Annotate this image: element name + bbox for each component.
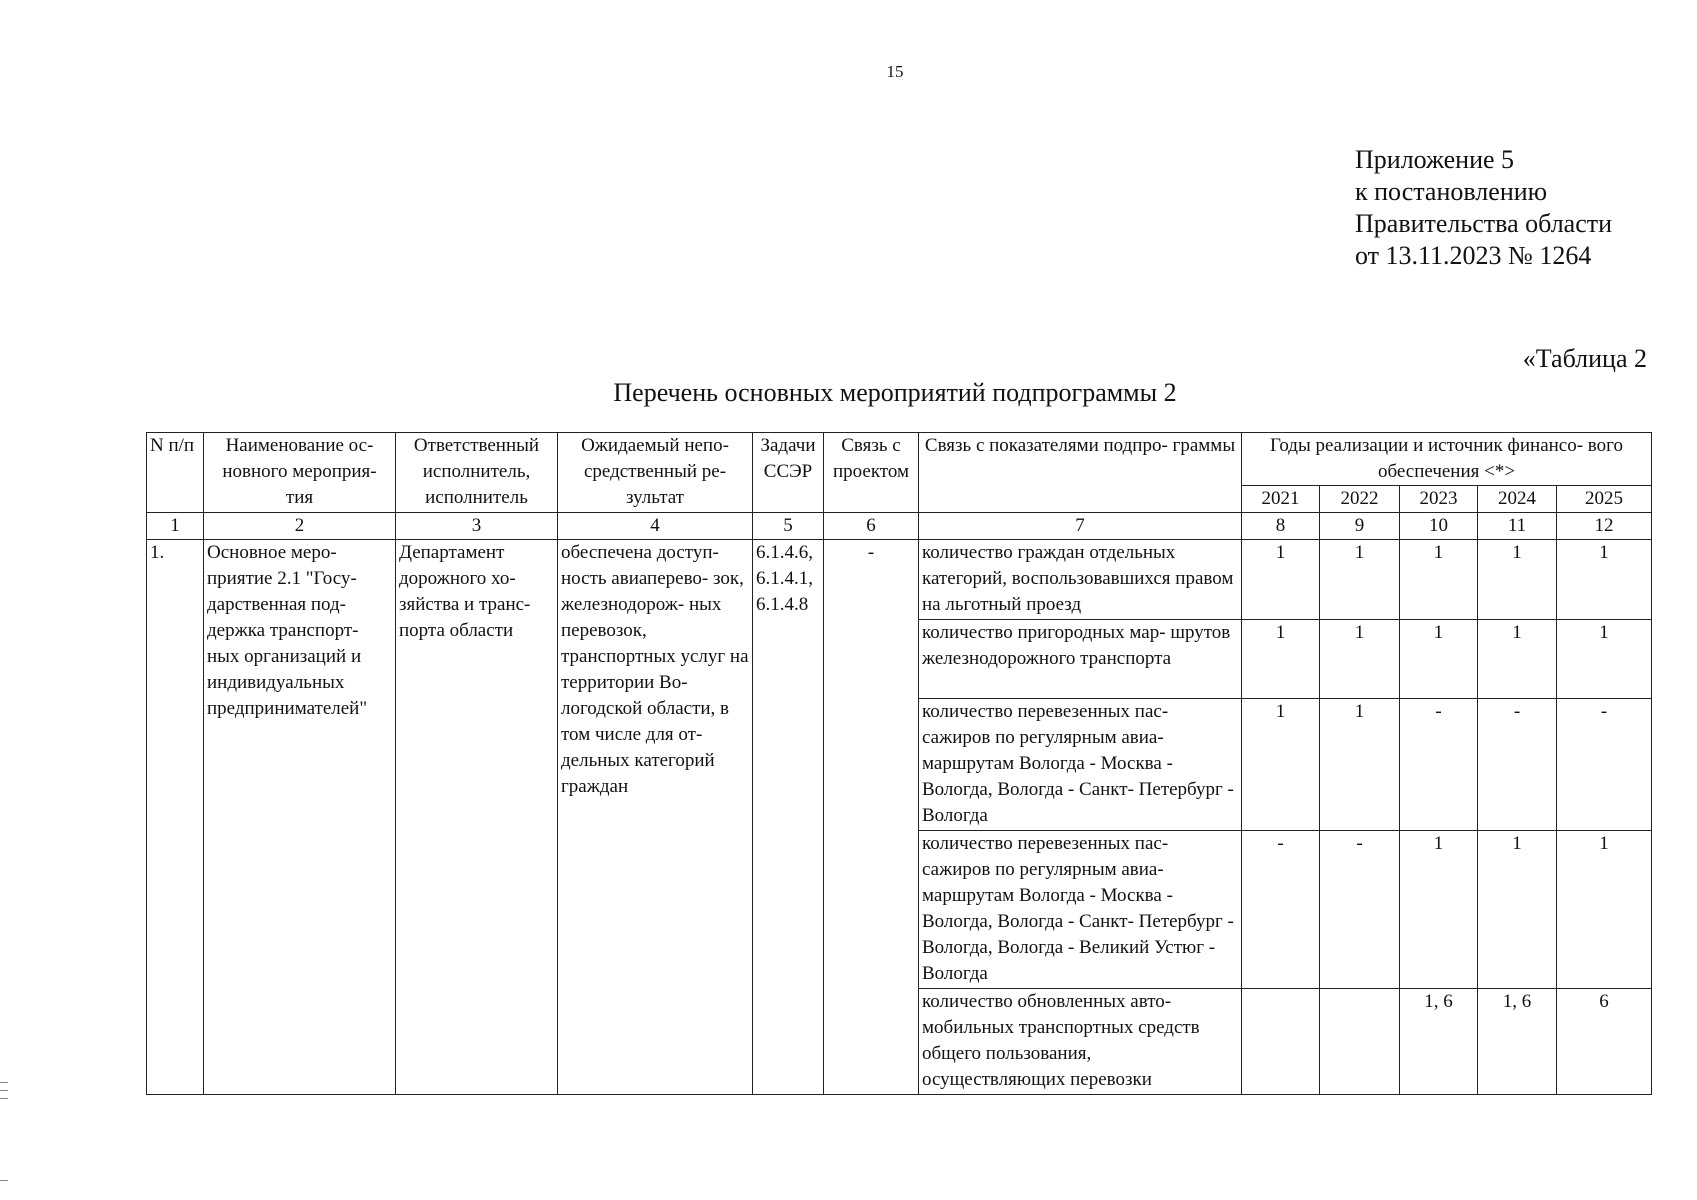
measure-executor: Департамент дорожного хо- зяйства и транс- порта области	[396, 540, 558, 1095]
measures-table	[146, 432, 1652, 1095]
indicator-value: 1	[1557, 620, 1652, 699]
column-number: 9	[1320, 513, 1400, 540]
header-cell-num: N п/п	[147, 433, 204, 513]
column-number: 2	[204, 513, 396, 540]
row-number: 1.	[147, 540, 204, 1095]
page-number: 15	[886, 62, 904, 81]
scan-mark	[0, 1090, 8, 1091]
indicator-text: количество обновленных авто- мобильных транспортных средств общего пользования, осуществляющих перевозки	[919, 989, 1242, 1095]
indicator-text: количество перевезенных пас- сажиров по регулярным авиа- маршрутам Вологда - Москва - Вологда, Вологда - Санкт- Петербург - Вологда, Вологда - Великий Устюг - Вологда	[919, 831, 1242, 989]
appendix-line: к постановлению	[1355, 177, 1548, 206]
header-year: 2023	[1400, 486, 1478, 513]
scan-mark	[0, 1082, 8, 1083]
column-number: 7	[919, 513, 1242, 540]
indicator-value: 1	[1478, 620, 1557, 699]
indicator-text: количество пригородных мар- шрутов железнодорожного транспорта	[919, 620, 1242, 699]
indicator-value: 1	[1478, 831, 1557, 989]
scan-mark	[0, 1098, 8, 1099]
indicator-value: 1	[1478, 540, 1557, 620]
measure-project: -	[824, 540, 919, 1095]
header-year: 2022	[1320, 486, 1400, 513]
indicator-value: 1	[1320, 620, 1400, 699]
document-title: Перечень основных мероприятий подпрограммы 2	[613, 378, 1177, 407]
indicator-value: 1	[1557, 831, 1652, 989]
indicator-value	[1242, 989, 1320, 1095]
appendix-block	[1355, 144, 1612, 272]
indicator-value: 1	[1400, 831, 1478, 989]
indicator-text: количество граждан отдельных категорий, воспользовавшихся правом на льготный проезд	[919, 540, 1242, 620]
indicator-value: -	[1242, 831, 1320, 989]
indicator-value: 6	[1557, 989, 1652, 1095]
measure-name: Основное меро- приятие 2.1 "Госу- дарственная под- держка транспорт- ных организаций и индивидуальных предпринимателей"	[204, 540, 396, 1095]
column-number: 5	[753, 513, 824, 540]
column-number: 10	[1400, 513, 1478, 540]
measure-result: обеспечена доступ- ность авиаперево- зок, железнодорож- ных перевозок, транспортных услуг на территории Во- логодской области, в том числе для от- дельных категорий граждан	[558, 540, 753, 1095]
appendix-line: Правительства области	[1355, 209, 1613, 238]
header-cell-tasks: Задачи ССЭР	[753, 433, 824, 513]
column-number: 6	[824, 513, 919, 540]
header-cell-indicators: Связь с показателями подпро- граммы	[919, 433, 1242, 513]
indicator-value: -	[1400, 699, 1478, 831]
header-year: 2021	[1242, 486, 1320, 513]
indicator-value: 1	[1242, 540, 1320, 620]
indicator-value: 1, 6	[1478, 989, 1557, 1095]
header-cell-executor: Ответственный исполнитель, исполнитель	[396, 433, 558, 513]
measure-tasks: 6.1.4.6, 6.1.4.1, 6.1.4.8	[753, 540, 824, 1095]
indicator-value: 1	[1400, 540, 1478, 620]
indicator-value: -	[1557, 699, 1652, 831]
column-number: 3	[396, 513, 558, 540]
header-cell-years-group: Годы реализации и источник финансо- вого обеспечения <*>	[1242, 433, 1652, 486]
indicator-value: -	[1320, 831, 1400, 989]
indicator-value: 1	[1242, 620, 1320, 699]
indicator-value: -	[1478, 699, 1557, 831]
indicator-value: 1	[1320, 699, 1400, 831]
header-year: 2025	[1557, 486, 1652, 513]
column-number: 1	[147, 513, 204, 540]
indicator-text: количество перевезенных пас- сажиров по регулярным авиа- маршрутам Вологда - Москва - Вологда, Вологда - Санкт- Петербург - Вологда	[919, 699, 1242, 831]
appendix-line: Приложение 5	[1355, 145, 1515, 174]
column-number: 11	[1478, 513, 1557, 540]
column-number: 4	[558, 513, 753, 540]
scan-mark	[0, 1180, 8, 1181]
indicator-value: 1	[1320, 540, 1400, 620]
indicator-value: 1	[1400, 620, 1478, 699]
indicator-value: 1	[1557, 540, 1652, 620]
appendix-line: от 13.11.2023 № 1264	[1355, 241, 1592, 270]
header-cell-project: Связь с проектом	[824, 433, 919, 513]
header-year: 2024	[1478, 486, 1557, 513]
table-label: «Таблица 2	[1522, 344, 1647, 373]
indicator-value	[1320, 989, 1400, 1095]
header-cell-result: Ожидаемый непо- средственный ре- зультат	[558, 433, 753, 513]
column-number: 12	[1557, 513, 1652, 540]
column-number: 8	[1242, 513, 1320, 540]
header-cell-name: Наименование ос- новного мероприя- тия	[204, 433, 396, 513]
indicator-value: 1, 6	[1400, 989, 1478, 1095]
indicator-value: 1	[1242, 699, 1320, 831]
